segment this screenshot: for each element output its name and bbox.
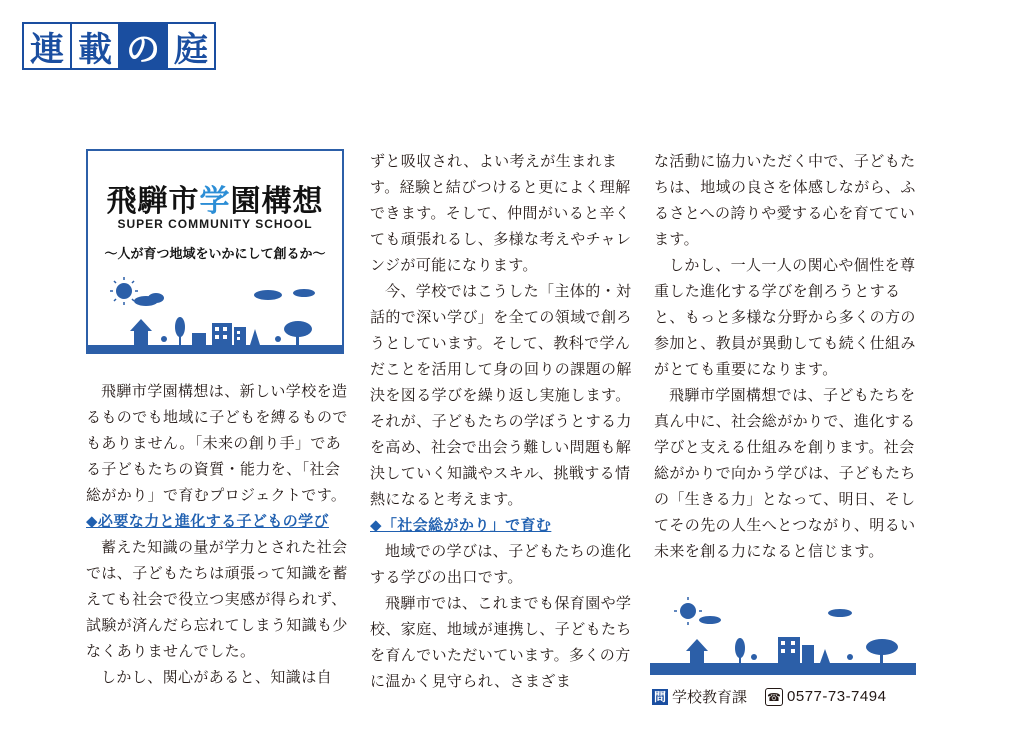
inquiry-mark-icon: 問 <box>653 689 666 704</box>
series-char: の <box>120 24 168 68</box>
paragraph: しかし、一人一人の関心や個性を尊重した進化する学びを創ろうとすると、もっと多様な分野から多くの方の参加と、教員が異動しても続く仕組みがとても重要になります。 <box>654 256 916 378</box>
paragraph: 飛騨市学園構想は、新しい学校を造るものでも地域に子どもを縛るものでもありません。「未来の創り手」である子どもたちの資質・能力を、「社会総がかり」で育むプロジェクトです。 <box>86 382 348 504</box>
town-illustration <box>88 269 342 354</box>
paragraph: 飛騨市学園構想では、子どもたちを真ん中に、社会総がかりで、進化する学びと支える仕組みを創ります。社会総がかりで向かう学びは、子どもたちの「生きる力」となって、明日、そしてその先の人生へとつながり、明るい未来を創る力になると信じます。 <box>654 386 916 560</box>
paragraph: な活動に協力いただく中で、子どもたちは、地域の良さを体感しながら、ふるさとへの誇りや愛する心を育てています。 <box>654 152 916 248</box>
series-title <box>22 22 216 70</box>
contact-info <box>652 686 886 707</box>
department-name: 学校教育課 <box>672 688 748 706</box>
section-heading: ◆「社会総がかり」で育む <box>370 516 552 534</box>
section-heading: ◆必要な力と進化する子どもの学び <box>86 512 329 530</box>
paragraph: 飛騨市では、これまでも保育園や学校、家庭、地域が連携し、子どもたちを育んでいただいています。多くの方に温かく見守られ、さまざま <box>370 594 632 690</box>
paragraph: 蓄えた知識の量が学力とされた社会では、子どもたちは頑張って知識を蓄えても社会で役立つ実感が得られず、試験が済んだら忘れてしまう知識も少なくありませんでした。 <box>86 538 348 660</box>
article-column-1 <box>86 378 348 690</box>
town-illustration <box>650 593 916 675</box>
paragraph: 地域での学びは、子どもたちの進化する学びの出口です。 <box>370 542 632 586</box>
logo-tagline: 〜人が育つ地域をいかにして創るか〜 <box>104 247 326 262</box>
series-char: 載 <box>72 24 120 68</box>
article-column-3 <box>654 148 916 564</box>
series-char: 庭 <box>168 24 214 68</box>
series-char: 連 <box>24 24 72 68</box>
paragraph: しかし、関心があると、知識は自 <box>101 668 333 686</box>
paragraph: 今、学校ではこうした「主体的・対話的で深い学び」を全ての領域で創ろうとしています。そして、教科で学んだことを活用して身の回りの課題の解決を図る学びを繰り返し実施します。それが、子どもたちの学ぼうとする力を高め、社会で出会う難しい問題も解決していく知識やスキル、挑戦する情熱になると考えます。 <box>370 282 632 508</box>
logo-subtitle: SUPER COMMUNITY SCHOOL <box>117 217 313 231</box>
paragraph: ずと吸収され、よい考えが生まれます。経験と結びつけると更によく理解できます。そして、仲間がいると辛くても頑張れるし、多様な考えやチャレンジが可能になります。 <box>370 152 632 274</box>
school-concept-logo <box>86 149 344 354</box>
logo-title: 飛騨市学園構想 <box>106 184 324 219</box>
phone-number: 0577-73-7494 <box>787 688 887 705</box>
phone-icon: ☎ <box>765 688 783 706</box>
article-column-2 <box>370 148 632 694</box>
